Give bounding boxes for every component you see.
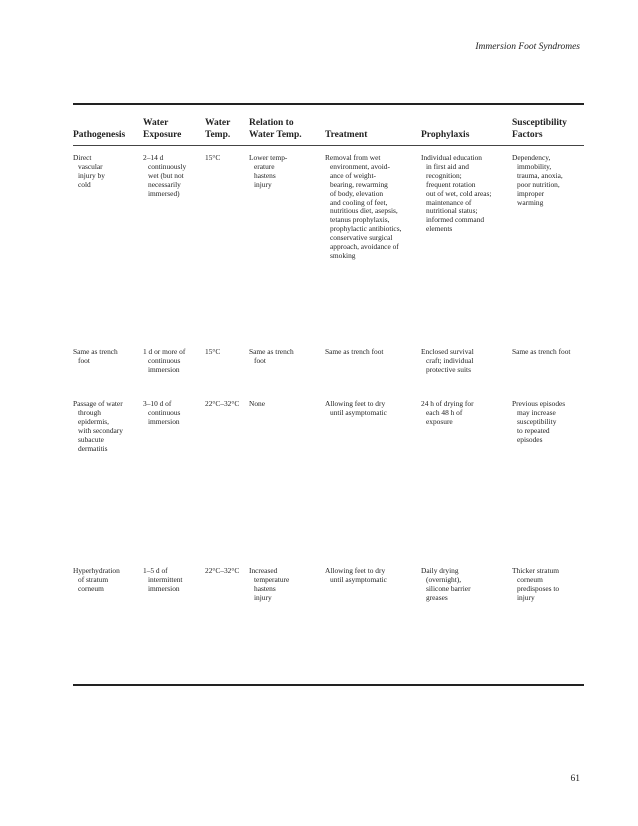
- table-cell-water-temp: [205, 154, 220, 163]
- page-number: 61: [570, 774, 580, 784]
- cell-text-line: warming: [517, 197, 544, 207]
- table-cell-susceptibility-factors: [512, 154, 563, 207]
- cell-text-line: Same as trench foot: [325, 347, 384, 356]
- table-cell-relation-to-water-temp: [249, 567, 289, 603]
- cell-text-line: Allowing feet to dry: [325, 399, 386, 408]
- cell-text-line: predisposes to: [517, 583, 560, 593]
- table-bottom-rule: [73, 684, 584, 686]
- running-head: Immersion Foot Syndromes: [475, 42, 580, 52]
- column-header-line: Relation to: [249, 118, 294, 128]
- table-cell-treatment: [325, 348, 384, 357]
- column-header-line: Temp.: [205, 130, 231, 140]
- cell-text-line: corneum: [78, 583, 104, 593]
- cell-text-line: continuously: [148, 161, 187, 171]
- cell-text-line: injury: [517, 592, 535, 602]
- cell-text-line: immersion: [148, 416, 180, 426]
- cell-text-line: Thicker stratum: [512, 566, 559, 575]
- cell-text-line: Dependency,: [512, 153, 551, 162]
- table-cell-pathogenesis: [73, 154, 105, 190]
- cell-text-line: Individual education: [421, 153, 482, 162]
- column-header-line: Water: [143, 118, 169, 128]
- cell-text-line: Same as trench foot: [512, 347, 571, 356]
- cell-text-line: greases: [426, 592, 448, 602]
- table-cell-pathogenesis: [73, 348, 118, 366]
- cell-text-line: Daily drying: [421, 566, 459, 575]
- table-cell-susceptibility-factors: [512, 348, 571, 357]
- table-cell-water-temp: [205, 400, 239, 409]
- column-header-line: Exposure: [143, 130, 182, 140]
- cell-text-line: and cooling of feet,: [330, 197, 388, 207]
- cell-text-line: elements: [426, 224, 453, 234]
- cell-text-line: Same as trench: [73, 347, 118, 356]
- cell-text-line: Enclosed survival: [421, 347, 474, 356]
- column-header-pathogenesis: [73, 117, 125, 141]
- table-cell-susceptibility-factors: [512, 400, 565, 445]
- cell-text-line: each 48 h of: [426, 407, 463, 417]
- cell-text-line: may increase: [517, 407, 556, 417]
- cell-text-line: cold: [78, 179, 91, 189]
- cell-text-line: through: [78, 407, 101, 417]
- cell-text-line: craft; individual: [426, 355, 474, 365]
- cell-text-line: episodes: [517, 434, 543, 444]
- column-header-line: Prophylaxis: [421, 130, 470, 140]
- column-header-line: Pathogenesis: [73, 130, 126, 140]
- table-header-rule: [73, 145, 584, 146]
- table-cell-water-exposure: [143, 154, 186, 199]
- cell-text-line: 24 h of drying for: [421, 399, 474, 408]
- table-cell-relation-to-water-temp: [249, 348, 294, 366]
- column-header-line: Water: [205, 118, 231, 128]
- cell-text-line: Same as trench: [249, 347, 294, 356]
- cell-text-line: Allowing feet to dry: [325, 566, 386, 575]
- cell-text-line: approach, avoidance of: [330, 242, 399, 252]
- cell-text-line: hastens: [254, 170, 276, 180]
- table-cell-pathogenesis: [73, 567, 120, 594]
- column-header-treatment: [325, 117, 367, 141]
- column-header-line: Susceptibility: [512, 118, 567, 128]
- cell-text-line: 1–5 d of: [143, 566, 168, 575]
- cell-text-line: foot: [78, 355, 90, 365]
- cell-text-line: immersed): [148, 188, 180, 198]
- cell-text-line: informed command: [426, 215, 485, 225]
- cell-text-line: Increased: [249, 566, 278, 575]
- cell-text-line: dermatitis: [78, 443, 108, 453]
- cell-text-line: 15°C: [205, 347, 221, 356]
- table-cell-susceptibility-factors: [512, 567, 559, 603]
- cell-text-line: 2–14 d: [143, 153, 164, 162]
- cell-text-line: intermittent: [148, 574, 183, 584]
- cell-text-line: subacute: [78, 434, 104, 444]
- cell-text-line: immersion: [148, 583, 180, 593]
- cell-text-line: to repeated: [517, 425, 550, 435]
- cell-text-line: poor nutrition,: [517, 179, 560, 189]
- cell-text-line: until asymptomatic: [330, 407, 387, 417]
- cell-text-line: wet (but not: [148, 170, 184, 180]
- cell-text-line: Removal from wet: [325, 153, 381, 162]
- cell-text-line: 15°C: [205, 153, 221, 162]
- cell-text-line: 1 d or more of: [143, 347, 186, 356]
- cell-text-line: environment, avoid-: [330, 161, 390, 171]
- cell-text-line: tetanus prophylaxis,: [330, 215, 390, 225]
- cell-text-line: ance of weight-: [330, 170, 376, 180]
- cell-text-line: trauma, anoxia,: [517, 170, 563, 180]
- table-cell-treatment: [325, 154, 401, 261]
- cell-text-line: Lower temp-: [249, 153, 288, 162]
- cell-text-line: bearing, rewarming: [330, 179, 388, 189]
- cell-text-line: necessarily: [148, 179, 181, 189]
- cell-text-line: injury: [254, 179, 272, 189]
- cell-text-line: None: [249, 399, 266, 408]
- column-header-water-temp: [205, 117, 230, 141]
- column-header-water-exposure: [143, 117, 181, 141]
- table-cell-water-temp: [205, 567, 239, 576]
- cell-text-line: Passage of water: [73, 399, 123, 408]
- table-cell-prophylaxis: [421, 154, 491, 234]
- cell-text-line: continuous: [148, 355, 181, 365]
- table-cell-water-exposure: [143, 567, 182, 594]
- cell-text-line: hastens: [254, 583, 276, 593]
- cell-text-line: conservative surgical: [330, 233, 393, 243]
- cell-text-line: epidermis,: [78, 416, 109, 426]
- cell-text-line: 22°C–32°C: [205, 399, 240, 408]
- table-cell-treatment: [325, 400, 387, 418]
- cell-text-line: (overnight),: [426, 574, 462, 584]
- table-cell-pathogenesis: [73, 400, 123, 453]
- table-cell-prophylaxis: [421, 567, 471, 603]
- table-cell-water-temp: [205, 348, 220, 357]
- column-header-line: Water Temp.: [249, 130, 302, 140]
- cell-text-line: of body, elevation: [330, 188, 384, 198]
- table-cell-water-exposure: [143, 348, 185, 375]
- table-cell-prophylaxis: [421, 400, 474, 427]
- cell-text-line: improper: [517, 188, 545, 198]
- column-header-line: Treatment: [325, 130, 368, 140]
- column-header-line: [325, 117, 367, 129]
- cell-text-line: maintenance of: [426, 197, 472, 207]
- table-cell-relation-to-water-temp: [249, 400, 265, 409]
- cell-text-line: silicone barrier: [426, 583, 471, 593]
- table-cell-prophylaxis: [421, 348, 474, 375]
- cell-text-line: susceptibility: [517, 416, 557, 426]
- cell-text-line: protective suits: [426, 364, 471, 374]
- column-header-susceptibility-factors: [512, 117, 567, 141]
- cell-text-line: prophylactic antibiotics,: [330, 224, 402, 234]
- cell-text-line: Hyperhydration: [73, 566, 120, 575]
- table-cell-treatment: [325, 567, 387, 585]
- cell-text-line: Previous episodes: [512, 399, 566, 408]
- table-top-rule: [73, 103, 584, 105]
- cell-text-line: 3–10 d of: [143, 399, 172, 408]
- cell-text-line: immobility,: [517, 161, 552, 171]
- cell-text-line: temperature: [254, 574, 290, 584]
- cell-text-line: nutritious diet, asepsis,: [330, 206, 398, 216]
- column-header-line: Factors: [512, 130, 543, 140]
- cell-text-line: nutritional status;: [426, 206, 478, 216]
- table-cell-water-exposure: [143, 400, 180, 427]
- cell-text-line: vascular: [78, 161, 103, 171]
- cell-text-line: 22°C–32°C: [205, 566, 240, 575]
- column-header-prophylaxis: [421, 117, 469, 141]
- cell-text-line: foot: [254, 355, 266, 365]
- cell-text-line: until asymptomatic: [330, 574, 387, 584]
- cell-text-line: recognition;: [426, 170, 462, 180]
- column-header-line: [73, 117, 125, 129]
- cell-text-line: immersion: [148, 364, 180, 374]
- cell-text-line: with secondary: [78, 425, 123, 435]
- cell-text-line: erature: [254, 161, 275, 171]
- table-cell-relation-to-water-temp: [249, 154, 287, 190]
- cell-text-line: continuous: [148, 407, 181, 417]
- cell-text-line: in first aid and: [426, 161, 469, 171]
- cell-text-line: injury by: [78, 170, 105, 180]
- cell-text-line: out of wet, cold areas;: [426, 188, 492, 198]
- column-header-line: [421, 117, 469, 129]
- cell-text-line: smoking: [330, 250, 356, 260]
- column-header-relation-to-water-temp: [249, 117, 302, 141]
- cell-text-line: Direct: [73, 153, 92, 162]
- cell-text-line: of stratum: [78, 574, 109, 584]
- cell-text-line: exposure: [426, 416, 453, 426]
- cell-text-line: injury: [254, 592, 272, 602]
- cell-text-line: frequent rotation: [426, 179, 476, 189]
- cell-text-line: corneum: [517, 574, 543, 584]
